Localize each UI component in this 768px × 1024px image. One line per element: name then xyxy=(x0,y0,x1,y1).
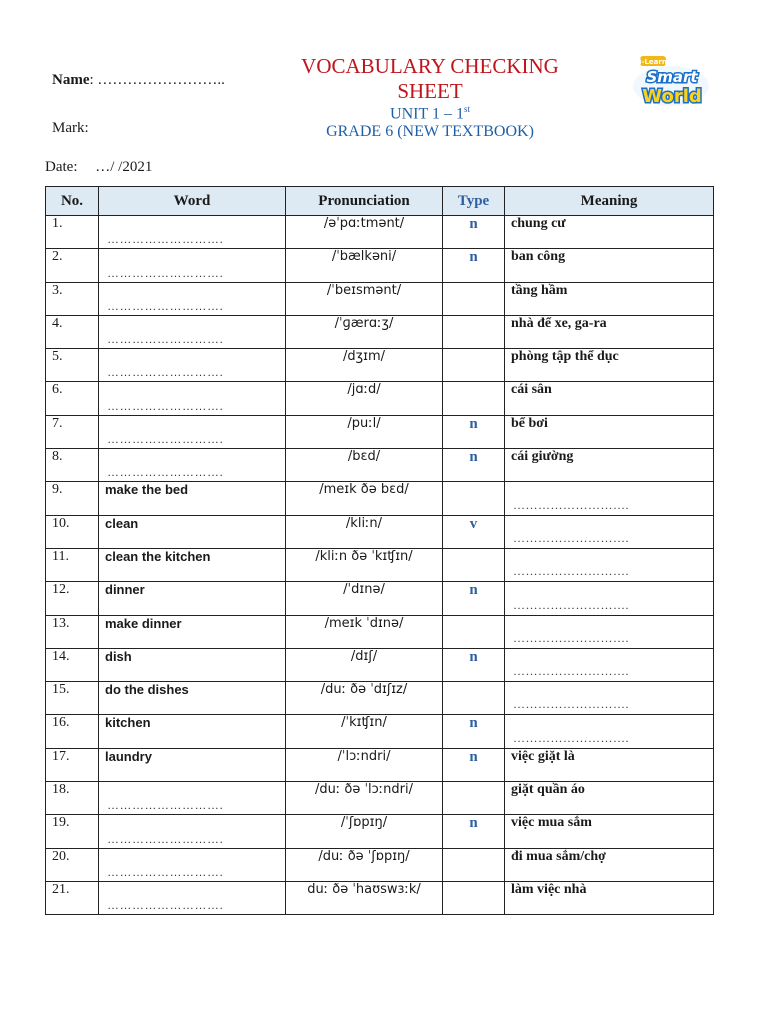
word-cell[interactable] xyxy=(99,349,286,382)
fill-in-blank[interactable]: ………………………. xyxy=(107,898,224,913)
type-cell xyxy=(443,282,505,315)
meaning-cell: cái giường xyxy=(505,449,714,482)
table-row xyxy=(46,815,714,848)
word-cell[interactable] xyxy=(99,315,286,348)
name-field xyxy=(52,72,225,89)
word-cell: make the bed xyxy=(99,482,286,515)
type-cell: n xyxy=(443,748,505,781)
meaning-cell: việc mua sắm xyxy=(505,815,714,848)
table-row xyxy=(46,648,714,681)
word-cell: do the dishes xyxy=(99,682,286,715)
pronunciation-cell: /duː ðə ˈdɪʃɪz/ xyxy=(286,682,443,715)
row-number: 5. xyxy=(46,349,99,382)
type-cell xyxy=(443,315,505,348)
unit-text: UNIT 1 – 1 xyxy=(390,105,464,123)
table-header-row xyxy=(46,187,714,216)
type-cell xyxy=(443,548,505,581)
meaning-cell[interactable] xyxy=(505,582,714,615)
meaning-cell: bể bơi xyxy=(505,415,714,448)
table-row xyxy=(46,782,714,815)
pronunciation-cell: /puːl/ xyxy=(286,415,443,448)
meaning-cell[interactable] xyxy=(505,482,714,515)
row-number: 11. xyxy=(46,548,99,581)
fill-in-blank[interactable]: ………………………. xyxy=(107,864,224,879)
word-cell: kitchen xyxy=(99,715,286,748)
pronunciation-cell: /bɛd/ xyxy=(286,449,443,482)
pronunciation-cell: /ˈdɪnə/ xyxy=(286,582,443,615)
table-row xyxy=(46,682,714,715)
meaning-cell: giặt quần áo xyxy=(505,782,714,815)
pronunciation-cell: /dʒɪm/ xyxy=(286,349,443,382)
meaning-cell[interactable] xyxy=(505,615,714,648)
table-row xyxy=(46,349,714,382)
type-cell xyxy=(443,349,505,382)
grade-label: GRADE 6 (NEW TEXTBOOK) xyxy=(326,123,534,140)
page-title-line1: VOCABULARY CHECKING xyxy=(301,54,559,78)
type-cell: n xyxy=(443,648,505,681)
meaning-cell: chung cư xyxy=(505,216,714,249)
table-body xyxy=(46,216,714,915)
table-row xyxy=(46,848,714,881)
fill-in-blank[interactable]: ………………………. xyxy=(107,332,224,347)
fill-in-blank[interactable]: ………………………. xyxy=(513,630,629,645)
word-cell: make dinner xyxy=(99,615,286,648)
pronunciation-cell: /ˈlɔːndri/ xyxy=(286,748,443,781)
word-cell: dinner xyxy=(99,582,286,615)
row-number: 18. xyxy=(46,782,99,815)
table-row xyxy=(46,715,714,748)
type-cell xyxy=(443,615,505,648)
meaning-cell: làm việc nhà xyxy=(505,881,714,914)
pronunciation-cell: /ˈkɪʧɪn/ xyxy=(286,715,443,748)
meaning-cell: tầng hầm xyxy=(505,282,714,315)
row-number: 13. xyxy=(46,615,99,648)
date-field xyxy=(45,159,152,176)
col-header-pronunciation: Pronunciation xyxy=(286,187,443,216)
table-row xyxy=(46,482,714,515)
page-title-line2: SHEET xyxy=(397,79,463,103)
fill-in-blank[interactable]: ………………………. xyxy=(107,398,224,413)
type-cell xyxy=(443,382,505,415)
row-number: 16. xyxy=(46,715,99,748)
fill-in-blank[interactable]: ………………………. xyxy=(513,564,629,579)
pronunciation-cell: /kliːn/ xyxy=(286,515,443,548)
meaning-cell[interactable] xyxy=(505,648,714,681)
meaning-cell[interactable] xyxy=(505,682,714,715)
table-row xyxy=(46,249,714,282)
fill-in-blank[interactable]: ………………………. xyxy=(107,365,224,380)
row-number: 8. xyxy=(46,449,99,482)
type-cell: v xyxy=(443,515,505,548)
fill-in-blank[interactable]: ………………………. xyxy=(107,465,224,480)
table-row xyxy=(46,881,714,914)
col-header-word: Word xyxy=(99,187,286,216)
fill-in-blank[interactable]: ………………………. xyxy=(513,697,629,712)
type-cell: n xyxy=(443,449,505,482)
fill-in-blank[interactable]: ………………………. xyxy=(513,597,629,612)
pronunciation-cell: /kliːn ðə ˈkɪʧɪn/ xyxy=(286,548,443,581)
pronunciation-cell: /ˈbælkəni/ xyxy=(286,249,443,282)
word-cell[interactable] xyxy=(99,249,286,282)
meaning-cell: phòng tập thể dục xyxy=(505,349,714,382)
pronunciation-cell: /duː ðə ˈlɔːndri/ xyxy=(286,782,443,815)
type-cell: n xyxy=(443,815,505,848)
table-row xyxy=(46,748,714,781)
word-cell: dish xyxy=(99,648,286,681)
meaning-cell: việc giặt là xyxy=(505,748,714,781)
pronunciation-cell: /ˈɡærɑːʒ/ xyxy=(286,315,443,348)
row-number: 21. xyxy=(46,881,99,914)
word-cell[interactable] xyxy=(99,382,286,415)
pronunciation-cell: /jɑːd/ xyxy=(286,382,443,415)
word-cell[interactable] xyxy=(99,815,286,848)
type-cell xyxy=(443,482,505,515)
logo-top-text: i-Learn xyxy=(639,58,667,66)
table-row xyxy=(46,548,714,581)
meaning-cell: cái sân xyxy=(505,382,714,415)
fill-in-blank[interactable]: ………………………. xyxy=(107,298,224,313)
name-label: Name xyxy=(52,72,90,88)
pronunciation-cell: /meɪk ðə bɛd/ xyxy=(286,482,443,515)
table-row xyxy=(46,216,714,249)
col-header-type: Type xyxy=(443,187,505,216)
fill-in-blank[interactable]: ………………………. xyxy=(513,664,629,679)
fill-in-blank[interactable]: ………………………. xyxy=(107,798,224,813)
name-blank: : …………………….. xyxy=(89,72,225,88)
table-row xyxy=(46,582,714,615)
word-cell[interactable] xyxy=(99,415,286,448)
pronunciation-cell: /ˈʃɒpɪŋ/ xyxy=(286,815,443,848)
table-row xyxy=(46,515,714,548)
table-row xyxy=(46,615,714,648)
smart-world-logo xyxy=(630,54,712,110)
date-label: Date: xyxy=(45,159,78,175)
table-row xyxy=(46,382,714,415)
type-cell xyxy=(443,881,505,914)
row-number: 20. xyxy=(46,848,99,881)
vocabulary-table xyxy=(45,186,714,915)
logo-word-smart: Smart xyxy=(646,68,698,86)
pronunciation-cell: /ˈbeɪsmənt/ xyxy=(286,282,443,315)
mark-label: Mark: xyxy=(52,120,89,136)
pronunciation-cell: duː ðə ˈhaʊswɜːk/ xyxy=(286,881,443,914)
row-number: 6. xyxy=(46,382,99,415)
pronunciation-cell: /dɪʃ/ xyxy=(286,648,443,681)
unit-sup: st xyxy=(463,104,470,114)
word-cell[interactable] xyxy=(99,848,286,881)
type-cell xyxy=(443,782,505,815)
word-cell[interactable] xyxy=(99,282,286,315)
unit-label xyxy=(230,104,630,123)
meaning-cell: nhà để xe, ga-ra xyxy=(505,315,714,348)
row-number: 19. xyxy=(46,815,99,848)
word-cell[interactable] xyxy=(99,881,286,914)
meaning-cell[interactable] xyxy=(505,548,714,581)
row-number: 4. xyxy=(46,315,99,348)
row-number: 17. xyxy=(46,748,99,781)
meaning-cell: đi mua sắm/chợ xyxy=(505,848,714,881)
word-cell: clean xyxy=(99,515,286,548)
type-cell xyxy=(443,682,505,715)
type-cell: n xyxy=(443,415,505,448)
table-row xyxy=(46,315,714,348)
table-row xyxy=(46,282,714,315)
row-number: 15. xyxy=(46,682,99,715)
word-cell[interactable] xyxy=(99,782,286,815)
row-number: 14. xyxy=(46,648,99,681)
table-row xyxy=(46,449,714,482)
type-cell: n xyxy=(443,216,505,249)
fill-in-blank[interactable]: ………………………. xyxy=(107,232,224,247)
logo-word-world: World xyxy=(642,86,702,107)
fill-in-blank[interactable]: ………………………. xyxy=(107,265,224,280)
fill-in-blank[interactable]: ………………………. xyxy=(513,730,629,745)
word-cell: clean the kitchen xyxy=(99,548,286,581)
pronunciation-cell: /duː ðə ˈʃɒpɪŋ/ xyxy=(286,848,443,881)
meaning-cell: ban công xyxy=(505,249,714,282)
col-header-meaning: Meaning xyxy=(505,187,714,216)
fill-in-blank[interactable]: ………………………. xyxy=(513,530,629,545)
fill-in-blank[interactable]: ………………………. xyxy=(107,432,224,447)
row-number: 1. xyxy=(46,216,99,249)
type-cell: n xyxy=(443,715,505,748)
fill-in-blank[interactable]: ………………………. xyxy=(107,831,224,846)
meaning-cell[interactable] xyxy=(505,515,714,548)
row-number: 3. xyxy=(46,282,99,315)
row-number: 12. xyxy=(46,582,99,615)
type-cell xyxy=(443,848,505,881)
col-header-no: No. xyxy=(46,187,99,216)
fill-in-blank[interactable]: ………………………. xyxy=(513,497,629,512)
word-cell[interactable] xyxy=(99,216,286,249)
meaning-cell[interactable] xyxy=(505,715,714,748)
row-number: 10. xyxy=(46,515,99,548)
row-number: 9. xyxy=(46,482,99,515)
word-cell: laundry xyxy=(99,748,286,781)
word-cell[interactable] xyxy=(99,449,286,482)
type-cell: n xyxy=(443,249,505,282)
row-number: 7. xyxy=(46,415,99,448)
date-value: …/ /2021 xyxy=(95,159,153,175)
type-cell: n xyxy=(443,582,505,615)
table-row xyxy=(46,415,714,448)
pronunciation-cell: /əˈpɑːtmənt/ xyxy=(286,216,443,249)
row-number: 2. xyxy=(46,249,99,282)
pronunciation-cell: /meɪk ˈdɪnə/ xyxy=(286,615,443,648)
